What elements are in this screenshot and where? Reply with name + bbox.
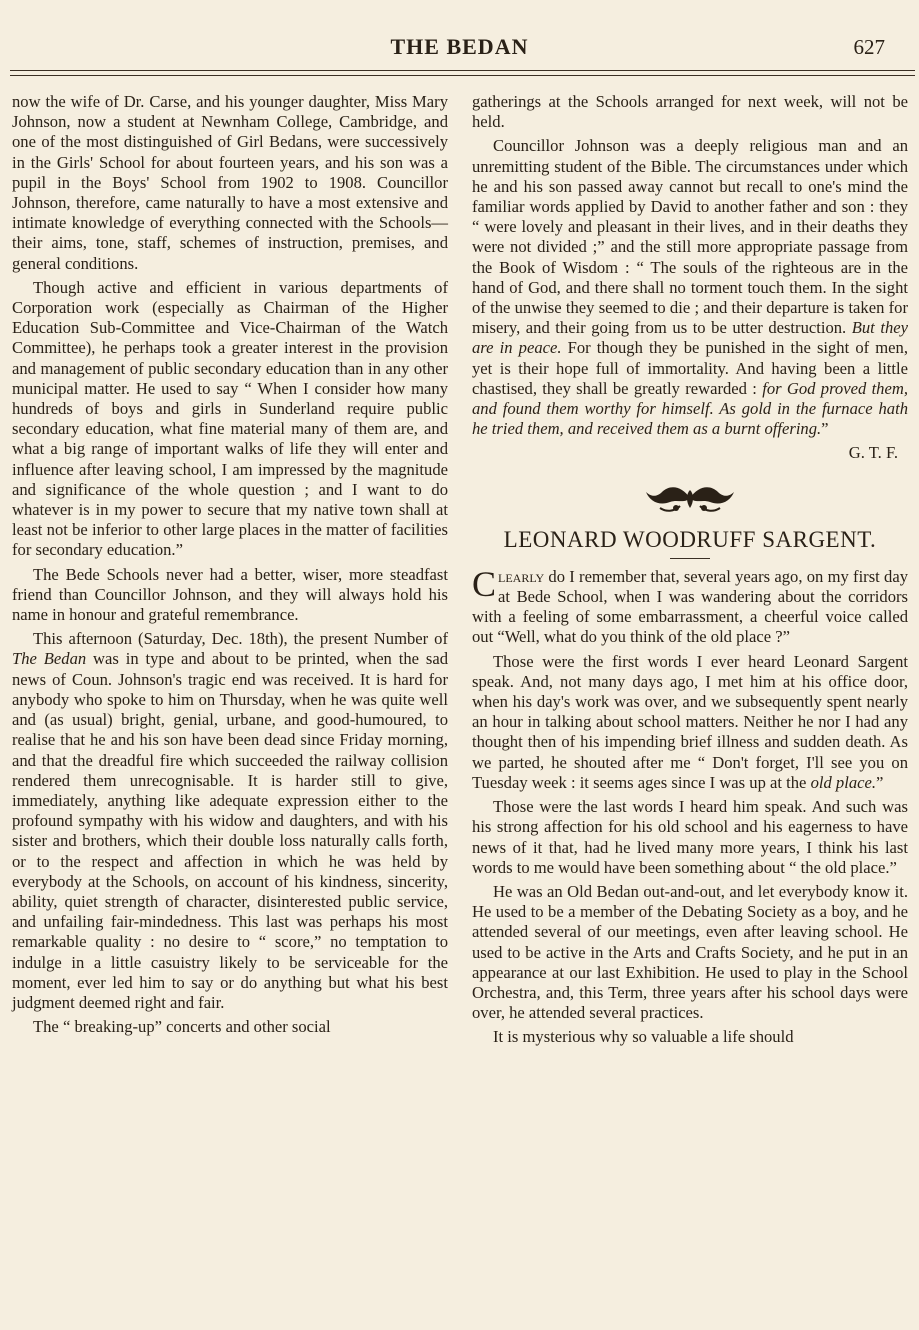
paragraph: The Bede Schools never had a better, wiser, more steadfast friend than Councillor Johnson, and they will always hold his name in honour and grateful remembrance. (12, 564, 448, 625)
right-column (472, 92, 908, 1052)
paragraph (12, 629, 448, 1013)
italic-quote: for God proved them, and found them worthy for himself. As gold in the furnace hath he tried them, and received them as a burnt offering. (472, 378, 908, 439)
paragraph (472, 652, 908, 793)
text-run: ” (821, 419, 829, 439)
text-run: do I remember that, several years ago, on my first day at Bede School, when I was wandering about the corridors with a feeling of some embarrassment, a cheerful voice called out “Well, what do you think of the old place ?” (472, 566, 908, 647)
page-number: 627 (853, 35, 885, 59)
author-signature: G. T. F. (848, 443, 898, 463)
text-run: For though they be punished in the sight of men, yet is their hope full of immortality. And having been a little chastised, they shall be greatly rewarded : (472, 338, 908, 398)
paragraph (472, 563, 908, 648)
italic-quote: But they are in peace. (472, 318, 908, 358)
paragraph: Those were the last words I heard him speak. And such was his strong affection for his old school and his eagerness to have news of it that, had he lived many more years, I think his last words to me would have been something about “ the old place.” (472, 797, 908, 877)
paragraph (472, 136, 908, 439)
drop-cap: C (472, 563, 497, 604)
paragraph: gatherings at the Schools arranged for next week, will not be held. (472, 92, 908, 132)
paragraph: now the wife of Dr. Carse, and his younger daughter, Miss Mary Johnson, now a student at Newnham College, Cambridge, and one of the most distinguished of Girl Bedans, were successively in the Girls' School for about fourteen years, and his son was a pupil in the Boys' School from 1902 to 1908. Councillor Johnson, therefore, came naturally to have a most extensive and intimate knowledge of everything connected with the Schools—their aims, tone, staff, schemes of instruction, premises, and general conditions. (12, 92, 448, 273)
left-column (12, 92, 448, 1041)
running-header (0, 34, 919, 62)
article-title: LEONARD WOODRUFF SARGENT. (503, 526, 877, 552)
paragraph: The “ breaking-up” concerts and other social (33, 1017, 331, 1037)
text-run: ” (876, 772, 884, 792)
title-divider (670, 558, 710, 559)
fleuron-ornament-icon (640, 480, 740, 516)
paragraph: He was an Old Bedan out-and-out, and let everybody know it. He used to be a member of the Debating Society as a boy, and he attended several of our meetings, even after leaving school. He used to be active in the Arts and Crafts Society, and he put in an appearance at our last Exhibition. He used to play in the School Orchestra, and, this Term, three years after his school days were over, he attended several practices. (472, 881, 908, 1023)
text-run: Those were the first words I ever heard Leonard Sargent speak. And, not many days ago, I met him at his office door, when his day's work was over, and we subsequently spent nearly an hour in talking about school matters. Neither he nor I had any thought then of his impending brief illness and sudden death. As we parted, he shouted after me “ Don't forget, I'll see you on Tuesday week : it seems ages since I was up at the (472, 651, 908, 792)
paragraph: It is mysterious why so valuable a life should (493, 1027, 794, 1047)
italic-phrase: old place. (810, 772, 876, 792)
paragraph: Though active and efficient in various departments of Corporation work (especially as Chairman of the Higher Education Sub-Committee and Vice-Chairman of the Watch Committee), he perhaps took a greater interest in the provision and management of public secondary education than in any other municipal matter. He used to say “ When I consider how many hundreds of boys and girls in Sunderland require public secondary education, what fine material many of them are, and what a big range of important walks of life they will enter and influence after leaving school, I am impressed by the magnitude and significance of the whole question ; and I want to do whatever is in my power to secure that my native town shall at least not be inferior to other large places in the matter of facilities for secondary education.” (12, 277, 448, 560)
italic-title: The Bedan (12, 649, 87, 669)
header-rule-bottom (10, 75, 915, 76)
text-run: Councillor Johnson was a deeply religious man and an unremitting student of the Bible. The circumstances under which he and his son passed away cannot but recall to one's mind the familiar words applied by David to another father and son : they “ were lovely and pleasant in their lives, and in their deaths they were not divided ;” and the still more appropriate passage from the Book of Wisdom : “ The souls of the righteous are in the hand of God, and there shall no torment touch them. In the sight of the unwise they seemed to die ; and their departure is taken for misery, and their going from us to be utter destruction. (472, 136, 908, 338)
text-run: was in type and about to be printed, when the sad news of Coun. Johnson's tragic end was received. It is hard for anybody who spoke to him on Thursday, when he was quite well and (as usual) bright, genial, urbane, and good-humoured, to realise that he and his son have been dead since Friday morning, and that the dreadful fire which succeeded the railway collision rendered them unrecognisable. It is harder still to give, immediately, anything like adequate expression either to the profound sympathy with his widow and daughters, and with his sister and brothers, which their double loss naturally calls forth, or to the respect and affection in which he was held by everybody at the Schools, on account of his kindness, sincerity, ability, quiet strength of character, disinterested public service, and unfailing fair-mindedness. This last was perhaps his most remarkable quality : no desire to “ score,” no temptation to indulge in a little casuistry likely to be serviceable for the moment, ever led him to say or do anything but what his best judgment deemed right and fair. (12, 649, 449, 1012)
header-rule-top (10, 70, 915, 71)
journal-title: THE BEDAN (390, 34, 529, 59)
text-run: This afternoon (Saturday, Dec. 18th), the present Number of (33, 629, 448, 649)
small-caps-lead: learly (498, 566, 545, 586)
